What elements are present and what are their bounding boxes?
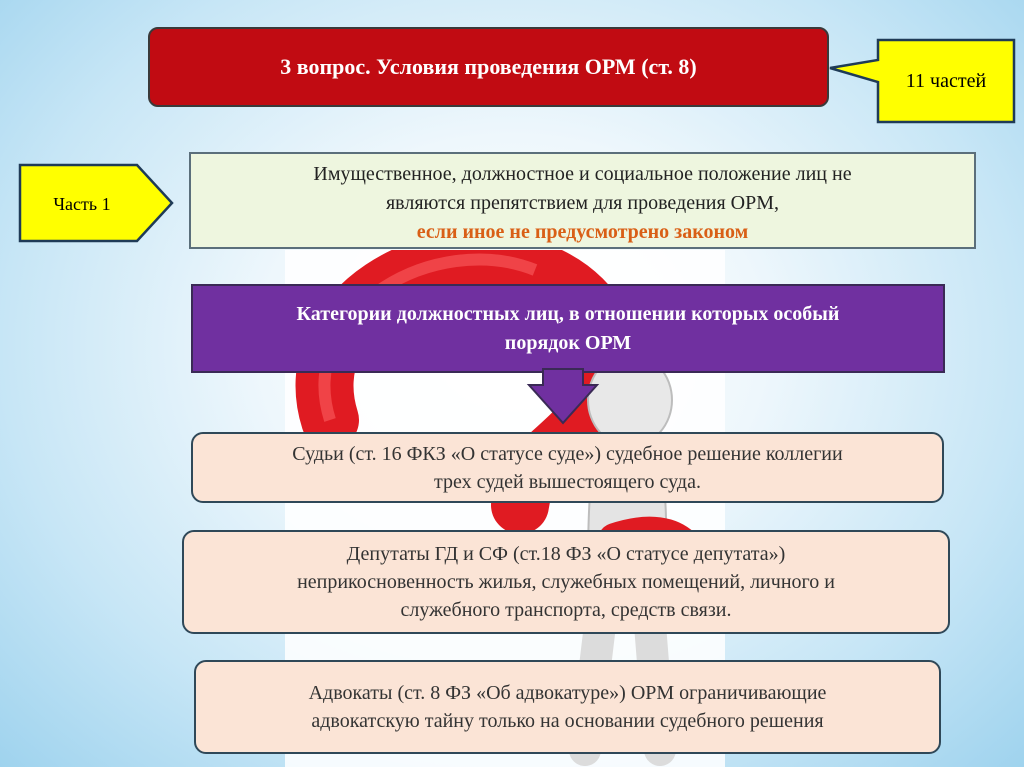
- categories-line-2: порядок ОРМ: [504, 332, 632, 354]
- down-arrow-icon: [527, 369, 599, 425]
- statement-line-1: Имущественное, должностное и социальное положение лиц не: [313, 163, 852, 185]
- statement-exception: если иное не предусмотрено законом: [416, 221, 749, 243]
- deputies-line-3: служебного транспорта, средств связи.: [400, 599, 732, 621]
- judges-box: [191, 432, 944, 503]
- title-banner: [148, 27, 829, 107]
- part-arrow: [22, 165, 142, 243]
- categories-box: [191, 284, 945, 373]
- parts-count-label: 11 частей: [905, 69, 987, 92]
- statement-line-2: являются препятствием для проведения ОРМ,: [385, 192, 780, 214]
- lawyers-line-1: Адвокаты (ст. 8 ФЗ «Об адвокатуре») ОРМ ограничивающие: [308, 682, 827, 704]
- deputies-line-1: Депутаты ГД и СФ (ст.18 ФЗ «О статусе депутата»): [346, 543, 786, 565]
- parts-count-callout: [878, 40, 1014, 122]
- lawyers-box: [194, 660, 941, 754]
- deputies-box: [182, 530, 950, 634]
- lawyers-line-2: адвокатскую тайну только на основании судебного решения: [311, 710, 824, 732]
- categories-line-1: Категории должностных лиц, в отношении которых особый: [296, 303, 840, 325]
- deputies-line-2: неприкосновенность жилья, служебных помещений, личного и: [297, 571, 835, 593]
- part-label: Часть 1: [53, 193, 111, 214]
- judges-line-2: трех судей вышестоящего суда.: [434, 470, 701, 493]
- judges-line-1: Судьи (ст. 16 ФКЗ «О статусе суде») судебное решение коллегии: [292, 442, 843, 465]
- statement-box: [189, 152, 976, 249]
- page-title: 3 вопрос. Условия проведения ОРМ (ст. 8): [280, 54, 697, 79]
